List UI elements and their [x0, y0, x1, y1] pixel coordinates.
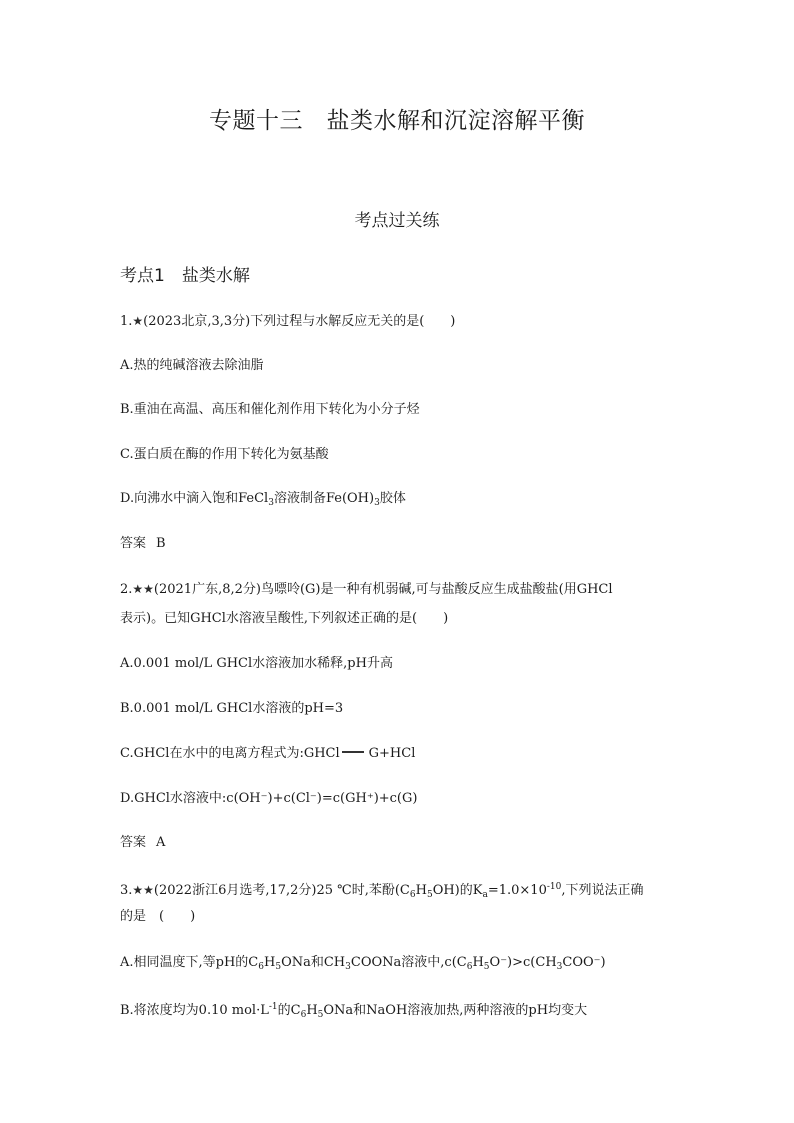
q1-option-d-text: 溶液制备Fe(OH)	[273, 491, 375, 506]
q3-difficulty-star-icon: ★★	[132, 883, 154, 897]
q1-option-a: A.热的纯碱溶液去除油脂	[120, 358, 264, 373]
q2-stem-line1	[120, 580, 613, 599]
q2-option-b: B.0.001 mol/L GHCl水溶液的pH=3	[120, 701, 344, 716]
q3-option-a-text: H	[264, 955, 276, 970]
q1-number: 1.	[120, 314, 133, 329]
page-subtitle: 考点过关练	[354, 211, 440, 231]
equation-arrow-icon	[342, 751, 364, 753]
q3-stem-text: OH)的K	[432, 883, 483, 898]
subscript: 3	[268, 498, 274, 508]
q2-option-c	[120, 745, 415, 763]
q3-option-b	[120, 998, 587, 1024]
q2-answer	[120, 834, 165, 852]
answer-value: B	[156, 536, 166, 551]
q2-option-a: A.0.001 mol/L GHCl水溶液加水稀释,pH升高	[120, 656, 393, 671]
q2-number: 2.	[120, 582, 133, 597]
superscript: -1	[268, 1002, 278, 1012]
subscript: 5	[275, 962, 282, 972]
subscript: 5	[483, 962, 490, 972]
q3-option-a-text: ONa和CH	[281, 955, 346, 970]
subscript: 3	[556, 962, 563, 972]
q3-stem-text: H	[415, 883, 427, 898]
q3-option-b-text: H	[306, 1003, 318, 1018]
answer-label: 答案	[120, 536, 147, 551]
answer-label: 答案	[120, 835, 147, 850]
subscript: 6	[300, 1010, 307, 1020]
q3-stem-text: =1.0×10	[487, 883, 547, 898]
q1-option-d-text: D.向沸水中滴入饱和FeCl	[120, 491, 269, 506]
q3-option-b-text: ONa和NaOH溶液加热,两种溶液的pH均变大	[323, 1003, 588, 1018]
q1-stem-text: (2023北京,3,3分)下列过程与水解反应无关的是( )	[143, 314, 456, 329]
q3-option-a-text: O⁻)>c(CH	[489, 955, 557, 970]
q3-option-a-text: H	[472, 955, 484, 970]
q3-stem-line2: 的是 ( )	[120, 909, 196, 924]
q1-stem	[120, 312, 455, 331]
q2-stem-line2: 表示)。已知GHCl水溶液呈酸性,下列叙述正确的是( )	[120, 611, 449, 626]
q2-option-c-text: G+HCl	[368, 746, 416, 761]
q3-option-a	[120, 954, 606, 976]
subscript: 6	[409, 890, 416, 900]
subscript: 3	[345, 962, 351, 972]
q2-option-c-text: C.GHCl在水中的电离方程式为:GHCl	[120, 746, 340, 761]
subscript: 3	[374, 498, 380, 508]
q3-stem-text: ,下列说法正确	[561, 883, 644, 898]
q1-answer	[120, 535, 166, 553]
q2-option-d: D.GHCl水溶液中:c(OH⁻)+c(Cl⁻)=c(GH⁺)+c(G)	[120, 791, 418, 806]
q3-option-a-text: COO⁻)	[562, 955, 606, 970]
q1-difficulty-star-icon: ★	[132, 314, 144, 328]
q3-number: 3.	[120, 883, 133, 898]
q1-option-b: B.重油在高温、高压和催化剂作用下转化为小分子烃	[120, 402, 420, 417]
subscript: 6	[466, 962, 473, 972]
subscript: a	[482, 890, 488, 900]
q1-option-d-text: 胶体	[379, 491, 406, 506]
q3-option-a-text: A.相同温度下,等pH的C	[120, 955, 259, 970]
q3-option-a-text: COONa溶液中,c(C	[350, 955, 467, 970]
answer-value: A	[156, 835, 166, 850]
q2-difficulty-star-icon: ★★	[132, 582, 154, 596]
section-heading: 考点1 盐类水解	[120, 266, 250, 286]
q3-stem-text: (2022浙江6月选考,17,2分)25 ℃时,苯酚(C	[153, 883, 410, 898]
q3-option-b-text: B.将浓度均为0.10 mol·L	[120, 1003, 269, 1018]
q3-option-b-text: 的C	[277, 1003, 301, 1018]
q3-stem-line1	[120, 878, 644, 904]
subscript: 5	[426, 890, 433, 900]
superscript: -10	[546, 882, 562, 892]
q2-stem-text: (2021广东,8,2分)鸟嘌呤(G)是一种有机弱碱,可与盐酸反应生成盐酸盐(用GHCl	[153, 582, 613, 597]
q1-option-c: C.蛋白质在酶的作用下转化为氨基酸	[120, 447, 329, 462]
q1-option-d	[120, 490, 406, 512]
subscript: 6	[258, 962, 264, 972]
subscript: 5	[317, 1010, 324, 1020]
page-title: 专题十三 盐类水解和沉淀溶解平衡	[209, 108, 585, 134]
